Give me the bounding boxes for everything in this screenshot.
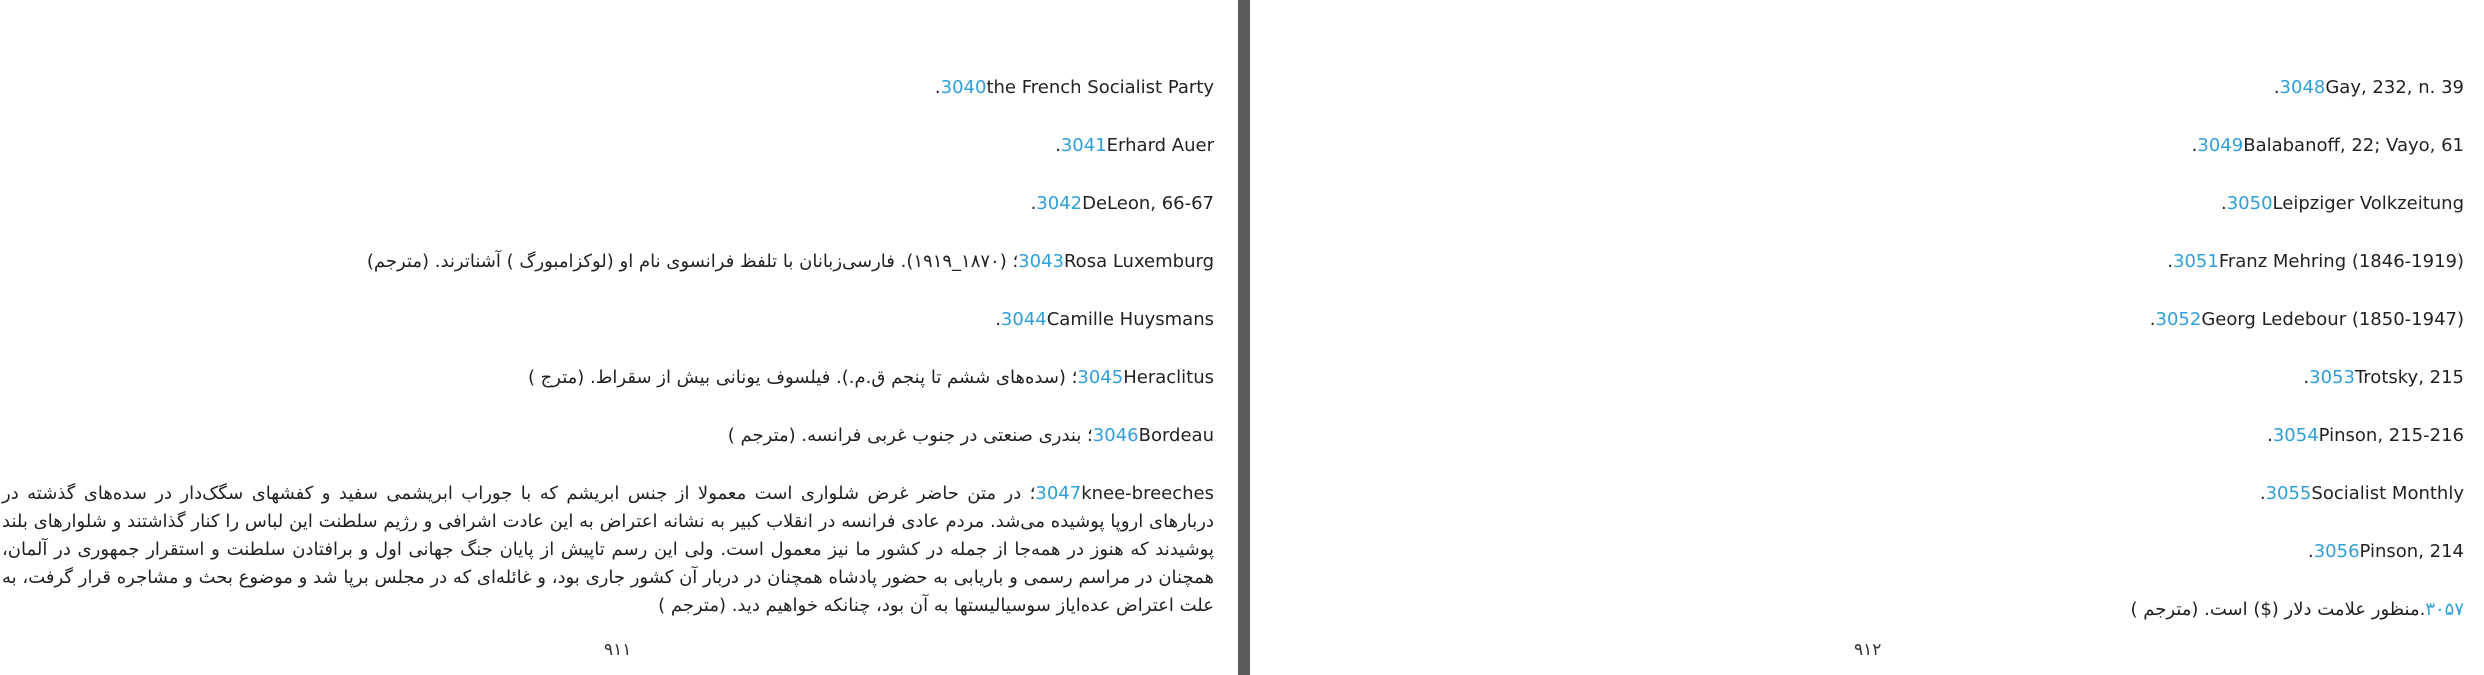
footnote-number[interactable]: 3055 (2265, 483, 2312, 504)
footnote-text: the French Socialist Party. (934, 77, 1214, 98)
footnote-3057 (2131, 596, 2464, 624)
footnote-number[interactable]: ۳۰۵۷ (2425, 599, 2464, 620)
footnote-text: .منظور علامت دلار ($) است. (مترجم ) (2130, 599, 2426, 620)
footnote-number[interactable]: 3046 (1092, 425, 1139, 446)
footnote-number[interactable]: 3043 (1018, 251, 1064, 272)
footnote-text: Erhard Auer. (1055, 135, 1214, 156)
footnote-number[interactable]: 3040 (940, 77, 987, 98)
footnote-3050 (2221, 190, 2464, 218)
footnote-3048 (2274, 74, 2464, 102)
footnote-3046 (728, 422, 1214, 450)
footnote-text: Heraclitus؛ (سده‌های ششم تا پنجم ق.م.). فیلسوف یونانی بیش از سقراط. (مترج ) (527, 367, 1214, 388)
footnote-number[interactable]: 3054 (2272, 425, 2319, 446)
footnote-text: knee-breeches؛ در متن حاضر غرض شلواری است معمولا از جنس ابریشم که با جوراب ابریشمی سفید و کفشهای سگک‌دار در سده‌های گذشته در دربارهای اروپا پوشیده می‌شد. مردم عادی فرانسه در انقلاب کبیر به نشانه اعتراض به این عادت اشرافی و رژیم سلطنت این لباس را کنار گذاشتند و شلوارهای بلند پوشیدند که هنوز در همه‌جا از جمله در کشور ما نیز معمول است. ولی این رسم تاپیش از پایان جنگ جهانی اول و برافتادن سلطنت و استقرار جمهوری در آلمان، همچنان در مراسم رسمی و باریابی به حضور پادشاه همچنان در دربار آن کشور جاری بود، و غائله‌ای که در مجلس برپا شد و موضوع بحث و مشاجره قرار گرفت، به علت اعتراض عده‌ایاز سوسیالیستها به آن بود، چنانکه خواهیم دید. (مترجم ) (2, 483, 1214, 616)
page-number: ۹۱۲ (1854, 640, 1882, 660)
footnote-number[interactable]: 3041 (1060, 135, 1107, 156)
footnote-text: Camille Huysmans. (995, 309, 1214, 330)
footnote-text: Georg Ledebour (1850-1947). (2149, 309, 2464, 330)
footnote-text: Socialist Monthly. (2259, 483, 2464, 504)
footnote-3055 (2260, 480, 2464, 508)
footnote-3049 (2192, 132, 2464, 160)
footnote-text: Leipziger Volkzeitung. (2220, 193, 2464, 214)
footnote-3042 (1031, 190, 1214, 218)
footnote-number[interactable]: 3044 (1000, 309, 1047, 330)
footnote-3045 (528, 364, 1214, 392)
left-page (0, 0, 1238, 675)
footnote-text: Gay, 232, n. 39. (2273, 77, 2464, 98)
footnote-text: Bordeau؛ بندری صنعتی در جنوب غربی فرانسه. (مترجم ) (727, 425, 1214, 446)
footnote-text: Balabanoff, 22; Vayo, 61. (2191, 135, 2464, 156)
footnote-text: Rosa Luxemburg؛ (۱۸۷۰_۱۹۱۹). فارسی‌زبانان با تلفظ فرانسوی نام او (لوکزامبورگ ) آشناترند. (مترجم) (366, 251, 1214, 272)
footnote-text: Trotsky, 215. (2303, 367, 2464, 388)
footnote-3040 (935, 74, 1214, 102)
footnote-3044 (995, 306, 1214, 334)
footnote-3047 (2, 480, 1214, 620)
footnote-number[interactable]: 3047 (1035, 483, 1082, 504)
footnote-3043 (367, 248, 1214, 276)
footnote-number[interactable]: 3050 (2226, 193, 2273, 214)
footnote-number[interactable]: 3045 (1077, 367, 1124, 388)
footnote-number[interactable]: 3042 (1036, 193, 1083, 214)
footnote-3052 (2150, 306, 2464, 334)
page-divider (1238, 0, 1250, 675)
footnote-number[interactable]: 3049 (2197, 135, 2244, 156)
footnote-number[interactable]: 3056 (2313, 541, 2360, 562)
footnote-number[interactable]: 3052 (2155, 309, 2202, 330)
footnote-3041 (1055, 132, 1214, 160)
footnote-number[interactable]: 3051 (2173, 251, 2219, 272)
footnote-number[interactable]: 3053 (2309, 367, 2355, 388)
right-page (1250, 0, 2484, 675)
footnote-text: Franz Mehring (1846-1919). (2167, 251, 2464, 272)
footnote-3056 (2308, 538, 2464, 566)
footnote-text: DeLeon, 66-67. (1030, 193, 1214, 214)
footnote-3051 (2167, 248, 2464, 276)
footnote-3053 (2303, 364, 2464, 392)
page-number: ۹۱۱ (604, 640, 632, 660)
footnote-text: Pinson, 214. (2307, 541, 2464, 562)
footnote-3054 (2267, 422, 2464, 450)
footnote-number[interactable]: 3048 (2279, 77, 2326, 98)
footnote-text: Pinson, 215-216. (2267, 425, 2464, 446)
